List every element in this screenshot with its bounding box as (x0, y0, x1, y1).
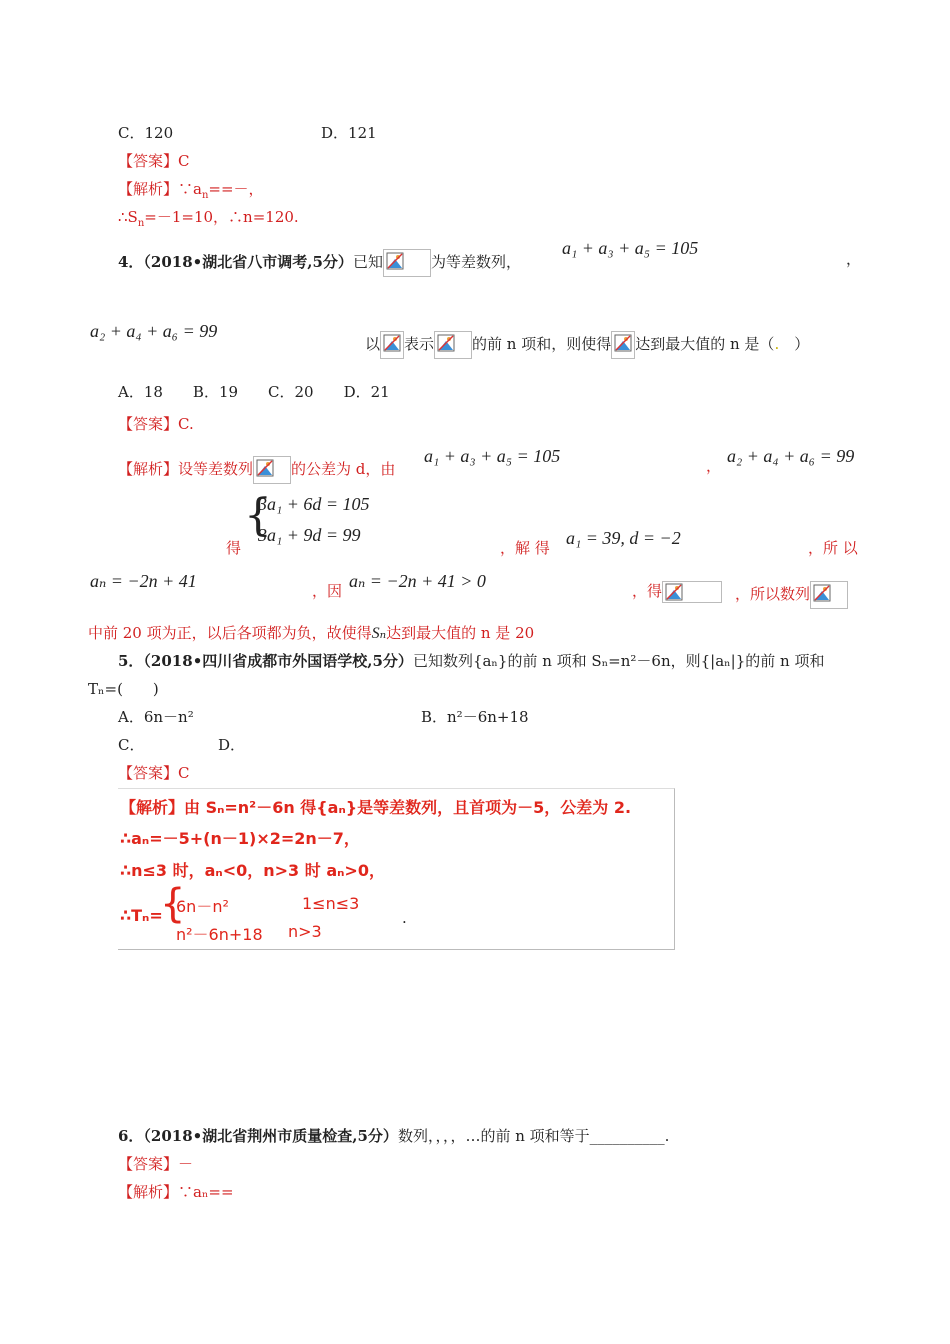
q3-answer: 【答案】C (118, 152, 190, 170)
q3-analysis-1: 【解析】$\because a_n==-$， (118, 180, 264, 201)
q4-conclusion: 中前 20 项为正，以后各项都为负，故使得Sₙ达到最大值的 n 是 20 (88, 624, 535, 642)
missing-image-icon (611, 331, 635, 359)
q6-analysis: 【解析】∵aₙ== (118, 1183, 234, 1201)
system-brace: { (244, 490, 272, 541)
missing-image-icon (662, 581, 722, 603)
q5-option-d: D． (218, 736, 246, 754)
q4-header: 4．（2018•湖北省八市调考,5分） (118, 253, 353, 271)
q4-analysis-eq2: a₂ + a₄ + a₆ = 99 (727, 446, 855, 466)
q4-analysis-line1: 【解析】设等差数列 的公差为 d，由 (118, 456, 395, 484)
tn-brace: { (160, 881, 186, 927)
q4-system-eq1: 3a₁ + 6d = 105 (258, 494, 370, 514)
q4-solution: a₁ = 39, d = −2 (566, 528, 681, 548)
q3-option-c: C．120 (118, 124, 174, 142)
q4-analysis-eq1: a₁ + a₃ + a₅ = 105 (424, 446, 561, 466)
missing-image-icon (253, 456, 291, 484)
q4-options: A．18 B．19 C．20 D．21 (118, 383, 390, 401)
q4-stem-line2: 以 表示 的前 n 项和，则使得 达到最大值的 n 是（. ） (365, 331, 809, 359)
q5-option-a: A．6n－n² (118, 708, 194, 726)
q5-analysis-line3: ∴n≤3 时，aₙ<0，n>3 时 aₙ>0， (120, 861, 385, 880)
q5-option-b: B．n²－6n+18 (421, 708, 529, 726)
q5-answer: 【答案】C (118, 764, 190, 782)
q4-an-formula: aₙ = −2n + 41 (90, 571, 197, 591)
q5-analysis-line1: 【解析】由 Sₙ=n²－6n 得{aₙ}是等差数列，且首项为－5，公差为 2. (120, 798, 632, 817)
q4-de: 得 (226, 539, 242, 557)
q5-option-c: C． (118, 736, 145, 754)
q4-eq1: a₁ + a₃ + a₅ = 105 (562, 238, 699, 258)
q4-comma: ， (846, 250, 862, 268)
q5-stem-line1: 5．（2018•四川省成都市外国语学校,5分）已知数列{aₙ}的前 n 项和 Sₙ=n²－6n，则{|aₙ|}的前 n 项和 (118, 652, 825, 670)
missing-image-icon (383, 249, 431, 277)
q5-analysis-line2: ∴aₙ=－5+(n－1)×2=2n－7， (120, 829, 360, 848)
q4-stem-line1: 4．（2018•湖北省八市调考,5分）已知 为等差数列， (118, 249, 521, 277)
q5-tn-cond2: n>3 (288, 922, 322, 941)
q5-analysis-tn-label: ∴Tₙ= (120, 906, 163, 925)
q4-suoyi2: ，所以数列 (735, 581, 848, 609)
q5-stem-line2: Tₙ=( ) (88, 680, 159, 698)
q5-period: . (402, 909, 407, 927)
q4-yin: ，因 (312, 582, 343, 600)
q5-tn-case2: n²－6n+18 (176, 925, 263, 944)
q4-de2: ，得 (632, 581, 722, 603)
q5-tn-cond1: 1≤n≤3 (302, 894, 360, 913)
q6-stem: 6．（2018•湖北省荆州市质量检查,5分）数列，，，，…的前 n 项和等于__________. (118, 1127, 670, 1145)
q4-analysis-comma: ， (706, 457, 722, 475)
q4-inequality: aₙ = −2n + 41 > 0 (349, 571, 486, 591)
q4-jiede: ，解 得 (500, 539, 550, 557)
missing-image-icon (434, 331, 472, 359)
q4-system-eq2: 3a₁ + 9d = 99 (258, 525, 361, 545)
q4-answer: 【答案】C. (118, 415, 194, 433)
q4-eq2: a₂ + a₄ + a₆ = 99 (90, 321, 218, 341)
q3-analysis-2: $\therefore S_n=-1=10$，∴n=120. (118, 208, 299, 229)
q3-option-d: D．121 (321, 124, 377, 142)
q4-suoyi: ，所 以 (808, 539, 858, 557)
q6-answer: 【答案】－ (118, 1155, 194, 1173)
missing-image-icon (380, 331, 404, 359)
q5-tn-case1: 6n－n² (176, 897, 229, 916)
missing-image-icon (810, 581, 848, 609)
